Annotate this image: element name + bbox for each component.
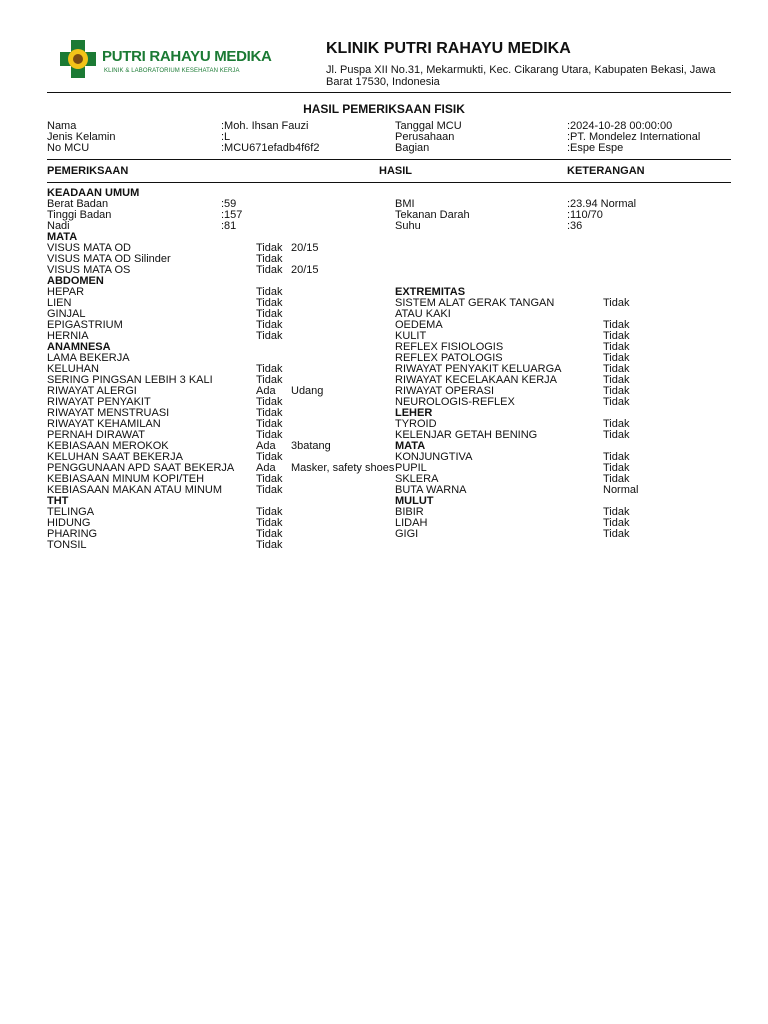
exam-result: Tidak xyxy=(603,451,630,463)
exam-result: Tidak xyxy=(603,385,630,397)
general-value: :23.94 Normal xyxy=(567,198,637,210)
document-title: HASIL PEMERIKSAAN FISIK xyxy=(303,102,465,116)
exam-result: Tidak xyxy=(256,517,283,529)
exam-result: Tidak xyxy=(256,473,283,485)
header-divider xyxy=(47,92,731,93)
exam-result: Ada xyxy=(256,440,276,452)
general-value: :59 xyxy=(221,198,237,210)
exam-result: Tidak xyxy=(603,341,630,353)
patient-label: No MCU xyxy=(47,142,90,154)
exam-result: Tidak xyxy=(256,374,283,386)
exam-label: BIBIR xyxy=(395,506,424,518)
exam-result: Tidak xyxy=(256,506,283,518)
section-heading: KEADAAN UMUM xyxy=(47,187,140,199)
exam-result: Tidak xyxy=(256,539,283,551)
general-label: BMI xyxy=(395,198,415,210)
section-heading: MATA xyxy=(47,231,78,243)
exam-result: Tidak xyxy=(603,418,630,430)
patient-value: :Moh. Ihsan Fauzi xyxy=(221,120,309,132)
exam-result: Tidak xyxy=(256,319,283,331)
exam-label: EPIGASTRIUM xyxy=(47,319,123,331)
exam-label: GINJAL xyxy=(47,308,86,320)
exam-result: Tidak xyxy=(603,429,630,441)
exam-result: Tidak xyxy=(256,363,283,375)
section-heading: THT xyxy=(47,495,69,507)
exam-label: VISUS MATA OD xyxy=(47,242,131,254)
exam-result: Tidak xyxy=(603,506,630,518)
general-label: Berat Badan xyxy=(47,198,109,210)
exam-result: Tidak xyxy=(256,297,283,309)
exam-result: Tidak xyxy=(603,473,630,485)
exam-result: Tidak xyxy=(603,517,630,529)
exam-label: HIDUNG xyxy=(47,517,91,529)
patient-value: :L xyxy=(221,131,231,143)
exam-result: Normal xyxy=(603,484,639,496)
exam-label: GIGI xyxy=(395,528,419,540)
patient-label: Bagian xyxy=(395,142,430,154)
exam-label: REFLEX PATOLOGIS xyxy=(395,352,503,364)
exam-note: 20/15 xyxy=(291,264,319,276)
exam-label: LAMA BEKERJA xyxy=(47,352,130,364)
general-value: :157 xyxy=(221,209,243,221)
exam-label: KULIT xyxy=(395,330,427,342)
general-label: Suhu xyxy=(395,220,421,232)
exam-result: Tidak xyxy=(256,264,283,276)
exam-label: KEBIASAAN MAKAN ATAU MINUM xyxy=(47,484,223,496)
exam-label: PENGGUNAAN APD SAAT BEKERJA xyxy=(47,462,235,474)
exam-label: RIWAYAT PENYAKIT KELUARGA xyxy=(395,363,562,375)
exam-label: PERNAH DIRAWAT xyxy=(47,429,145,441)
exam-result: Tidak xyxy=(256,418,283,430)
exam-label: PUPIL xyxy=(395,462,427,474)
exam-label: TONSIL xyxy=(47,539,87,551)
table-header-divider xyxy=(47,182,731,183)
exam-note: 20/15 xyxy=(291,242,319,254)
exam-note: Udang xyxy=(291,385,324,397)
patient-label: Perusahaan xyxy=(395,131,455,143)
exam-result: Tidak xyxy=(256,484,283,496)
exam-note: Masker, safety shoes xyxy=(291,462,395,474)
exam-label: RIWAYAT PENYAKIT xyxy=(47,396,151,408)
section-heading: LEHER xyxy=(395,407,433,419)
exam-label: HERNIA xyxy=(47,330,89,342)
general-value: :110/70 xyxy=(567,209,603,221)
exam-label: LIEN xyxy=(47,297,72,309)
section-heading: ANAMNESA xyxy=(47,341,111,353)
table-top-divider xyxy=(47,159,731,160)
section-heading: MULUT xyxy=(395,495,434,507)
section-heading: MATA xyxy=(395,440,426,452)
exam-label: VISUS MATA OD Silinder xyxy=(47,253,171,265)
exam-label: REFLEX FISIOLOGIS xyxy=(395,341,504,353)
exam-result: Tidak xyxy=(256,330,283,342)
general-value: :36 xyxy=(567,220,583,232)
exam-result: Tidak xyxy=(256,407,283,419)
exam-result: Tidak xyxy=(256,242,283,254)
clinic-logo-icon xyxy=(60,40,96,78)
exam-label: RIWAYAT KECELAKAAN KERJA xyxy=(395,374,557,386)
exam-result: Ada xyxy=(256,385,276,397)
patient-label: Tanggal MCU xyxy=(395,120,462,132)
exam-label: PHARING xyxy=(47,528,98,540)
exam-result: Ada xyxy=(256,462,276,474)
exam-label: VISUS MATA OS xyxy=(47,264,131,276)
exam-result: Tidak xyxy=(256,286,283,298)
exam-result: Tidak xyxy=(603,352,630,364)
exam-result: Tidak xyxy=(603,319,630,331)
exam-result: Tidak xyxy=(256,429,283,441)
exam-label: KONJUNGTIVA xyxy=(395,451,473,463)
logo-tagline: KLINIK & LABORATORIUM KESEHATAN KERJA xyxy=(104,68,240,74)
clinic-logo xyxy=(60,40,272,82)
patient-label: Jenis Kelamin xyxy=(47,131,116,143)
exam-label: HEPAR xyxy=(47,286,85,298)
exam-result: Tidak xyxy=(256,451,283,463)
header-hasil: HASIL xyxy=(379,165,412,177)
logo-name: PUTRI RAHAYU MEDIKA xyxy=(102,48,272,65)
general-value: :81 xyxy=(221,220,237,232)
exam-label: OEDEMA xyxy=(395,319,443,331)
exam-label: RIWAYAT ALERGI xyxy=(47,385,137,397)
exam-label: SERING PINGSAN LEBIH 3 KALI xyxy=(47,374,213,386)
exam-result: Tidak xyxy=(603,528,630,540)
patient-value: :2024-10-28 00:00:00 xyxy=(567,120,673,132)
patient-value: :MCU671efadb4f6f2 xyxy=(221,142,320,154)
header-pemeriksaan: PEMERIKSAAN xyxy=(47,165,129,177)
general-label: Nadi xyxy=(47,220,70,232)
header-keterangan: KETERANGAN xyxy=(567,165,645,177)
patient-value: :Espe Espe xyxy=(567,142,624,154)
exam-label: LIDAH xyxy=(395,517,428,529)
exam-result: Tidak xyxy=(256,396,283,408)
exam-label: TELINGA xyxy=(47,506,95,518)
exam-result: Tidak xyxy=(603,363,630,375)
exam-result: Tidak xyxy=(603,374,630,386)
exam-result: Tidak xyxy=(256,308,283,320)
exam-label: RIWAYAT OPERASI xyxy=(395,385,495,397)
section-heading: EXTREMITAS xyxy=(395,286,466,298)
exam-result: Tidak xyxy=(256,253,283,265)
exam-result: Tidak xyxy=(603,330,630,342)
exam-label: SISTEM ALAT GERAK TANGAN xyxy=(395,297,555,309)
exam-result: Tidak xyxy=(603,297,630,309)
exam-label: NEUROLOGIS-REFLEX xyxy=(395,396,515,408)
exam-label: KELUHAN xyxy=(47,363,99,375)
general-label: Tinggi Badan xyxy=(47,209,112,221)
clinic-name: KLINIK PUTRI RAHAYU MEDIKA xyxy=(326,40,571,57)
exam-label: BUTA WARNA xyxy=(395,484,467,496)
exam-result: Tidak xyxy=(603,462,630,474)
exam-label: ATAU KAKI xyxy=(395,308,451,320)
exam-label: SKLERA xyxy=(395,473,439,485)
exam-label: TYROID xyxy=(395,418,437,430)
exam-label: KEBIASAAN MINUM KOPI/TEH xyxy=(47,473,205,485)
patient-value: :PT. Mondelez International xyxy=(567,131,701,143)
exam-result: Tidak xyxy=(256,528,283,540)
patient-label: Nama xyxy=(47,120,77,132)
exam-label: RIWAYAT MENSTRUASI xyxy=(47,407,170,419)
exam-note: 3batang xyxy=(291,440,331,452)
exam-label: KELENJAR GETAH BENING xyxy=(395,429,538,441)
exam-result: Tidak xyxy=(603,396,630,408)
exam-label: KEBIASAAN MEROKOK xyxy=(47,440,169,452)
clinic-address: Jl. Puspa XII No.31, Mekarmukti, Kec. Cikarang Utara, Kabupaten Bekasi, Jawa Barat 17530, Indonesia xyxy=(326,64,716,88)
general-label: Tekanan Darah xyxy=(395,209,470,221)
exam-label: RIWAYAT KEHAMILAN xyxy=(47,418,161,430)
exam-label: KELUHAN SAAT BEKERJA xyxy=(47,451,183,463)
section-heading: ABDOMEN xyxy=(47,275,104,287)
